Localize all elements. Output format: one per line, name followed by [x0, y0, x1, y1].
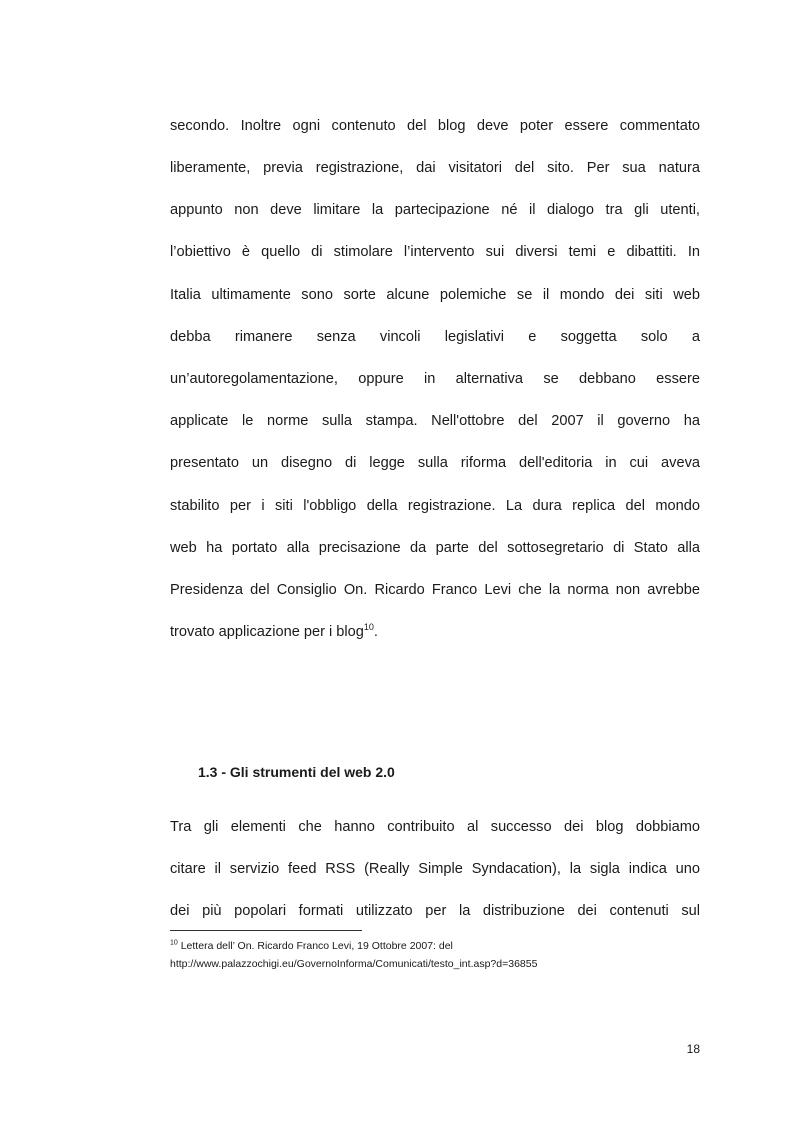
paragraph-last-line-end: .: [373, 624, 378, 640]
paragraph-last-line-text: trovato applicazione per i blog: [170, 624, 364, 640]
paragraph-line: Italia ultimamente sono sorte alcune polemiche se il mondo dei siti web: [170, 287, 700, 303]
paragraph-line: presentato un disegno di legge sulla riforma dell'editoria in cui aveva: [170, 455, 700, 471]
paragraph-last-line: [170, 622, 700, 642]
paragraph-line: dei più popolari formati utilizzato per la distribuzione dei contenuti sul: [170, 903, 700, 919]
paragraph-line: citare il servizio feed RSS (Really Simple Syndacation), la sigla indica uno: [170, 861, 700, 877]
paragraph-line: web ha portato alla precisazione da parte del sottosegretario di Stato alla: [170, 540, 700, 556]
paragraph-line: stabilito per i siti l'obbligo della registrazione. La dura replica del mondo: [170, 498, 700, 514]
footnote-separator: [170, 930, 362, 931]
footnote-line-1: [170, 938, 700, 954]
footnote-reference[interactable]: 10: [363, 622, 374, 633]
paragraph-line: Presidenza del Consiglio On. Ricardo Franco Levi che la norma non avrebbe: [170, 582, 700, 598]
paragraph-line: l’obiettivo è quello di stimolare l’intervento sui diversi temi e dibattiti. In: [170, 244, 700, 260]
footnote-number: 10: [170, 939, 178, 947]
paragraph-line: applicate le norme sulla stampa. Nell'ottobre del 2007 il governo ha: [170, 413, 700, 429]
page-number: 18: [686, 1042, 700, 1056]
footnote-url-link[interactable]: http://www.palazzochigi.eu/GovernoInforma/Comunicati/testo_int.asp?d=36855: [170, 958, 538, 970]
section-heading: 1.3 - Gli strumenti del web 2.0: [198, 764, 395, 780]
footnote-line-2: [170, 956, 700, 972]
paragraph-line: secondo. Inoltre ogni contenuto del blog deve poter essere commentato: [170, 118, 700, 134]
paragraph-line: debba rimanere senza vincoli legislativi e soggetta solo a: [170, 329, 700, 345]
paragraph-line: liberamente, previa registrazione, dai visitatori del sito. Per sua natura: [170, 160, 700, 176]
footnote-text: Lettera dell’ On. Ricardo Franco Levi, 19 Ottobre 2007: del: [177, 940, 453, 952]
paragraph-line: appunto non deve limitare la partecipazione né il dialogo tra gli utenti,: [170, 202, 700, 218]
paragraph-line: Tra gli elementi che hanno contribuito al successo dei blog dobbiamo: [170, 819, 700, 835]
paragraph-line: un’autoregolamentazione, oppure in alternativa se debbano essere: [170, 371, 700, 387]
